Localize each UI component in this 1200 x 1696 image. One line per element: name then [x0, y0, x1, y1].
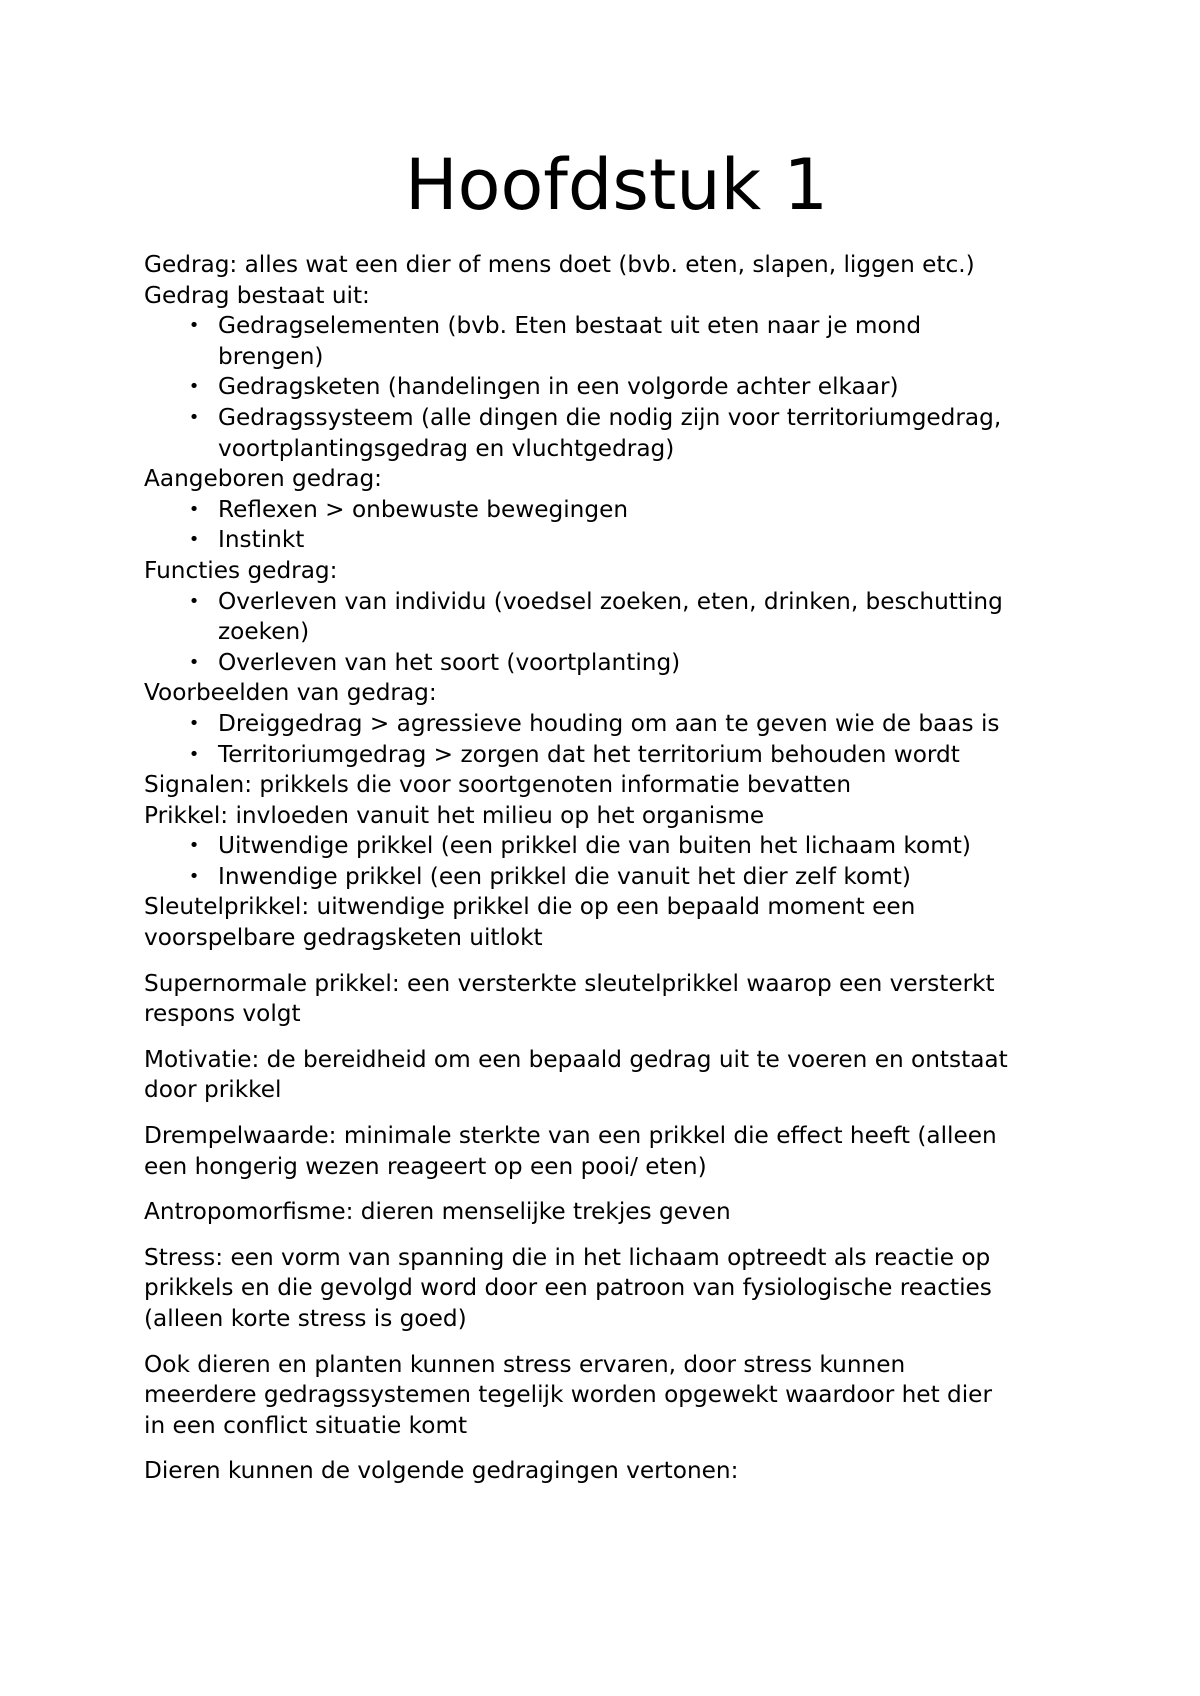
paragraph-line: respons volgt — [144, 1000, 301, 1028]
list-item — [144, 740, 1074, 771]
list-item-text: Reflexen > onbewuste bewegingen — [218, 495, 629, 523]
paragraph-line: Stress: een vorm van spanning die in het lichaam optreedt als reactie op — [144, 1243, 991, 1271]
paragraph-line: in een conflict situatie komt — [144, 1411, 468, 1439]
aangeboren-list — [144, 495, 1074, 556]
aangeboren-heading: Aangeboren gedrag: — [144, 465, 382, 493]
definition-paragraph — [144, 1045, 1074, 1106]
gedrag-bestaat-heading: Gedrag bestaat uit: — [144, 281, 370, 309]
bullet-icon: • — [188, 529, 200, 551]
list-item-text: Gedragssysteem (alle dingen die nodig zijn voor territoriumgedrag, — [218, 403, 1002, 431]
list-item-text: Overleven van het soort (voortplanting) — [218, 648, 681, 676]
list-item — [144, 709, 1074, 740]
definition-paragraph — [144, 1121, 1074, 1182]
list-item-text: Gedragselementen (bvb. Eten bestaat uit eten naar je mond — [218, 312, 922, 340]
bullet-icon: • — [188, 712, 200, 734]
bullet-icon: • — [188, 498, 200, 520]
list-item — [144, 495, 1074, 526]
paragraph-line: Ook dieren en planten kunnen stress ervaren, door stress kunnen — [144, 1350, 906, 1378]
list-item — [144, 372, 1074, 403]
list-item-text: Inwendige prikkel (een prikkel die vanuit het dier zelf komt) — [218, 862, 911, 890]
bullet-icon: • — [188, 835, 200, 857]
paragraph-line: Supernormale prikkel: een versterkte sleutelprikkel waarop een versterkt — [144, 969, 995, 997]
gedrag-definition: Gedrag: alles wat een dier of mens doet (bvb. eten, slapen, liggen etc.) — [144, 251, 975, 278]
list-item — [144, 587, 1074, 648]
definition-paragraph — [144, 1197, 1074, 1228]
paragraph-line: (alleen korte stress is goed) — [144, 1305, 467, 1332]
prikkel-line: Prikkel: invloeden vanuit het milieu op het organisme — [144, 801, 765, 829]
list-item-text: Gedragsketen (handelingen in een volgorde achter elkaar) — [218, 373, 899, 401]
paragraph-line: Motivatie: de bereidheid om een bepaald gedrag uit te voeren en ontstaat — [144, 1045, 1008, 1073]
list-item — [144, 525, 1074, 556]
bullet-icon: • — [188, 590, 200, 612]
definition-paragraph — [144, 1456, 1074, 1487]
bullet-icon: • — [188, 406, 200, 428]
definitions-section — [144, 969, 1074, 1487]
sleutelprikkel-line-2: voorspelbare gedragsketen uitlokt — [144, 924, 543, 952]
paragraph-line: Dieren kunnen de volgende gedragingen vertonen: — [144, 1457, 739, 1485]
list-item — [144, 862, 1074, 893]
signalen-line: Signalen: prikkels die voor soortgenoten informatie bevatten — [144, 771, 852, 799]
sleutelprikkel-paragraph — [144, 892, 1074, 953]
bullet-icon: • — [188, 315, 200, 337]
page-title: Hoofdstuk 1 — [405, 144, 828, 226]
document-body — [144, 250, 1074, 1502]
functies-list — [144, 587, 1074, 679]
paragraph-line: Drempelwaarde: minimale sterkte van een prikkel die effect heeft (alleen — [144, 1122, 997, 1150]
list-item-text: Dreiggedrag > agressieve houding om aan te geven wie de baas is — [218, 709, 1000, 737]
list-item-text: Territoriumgedrag > zorgen dat het territorium behouden wordt — [218, 740, 960, 768]
paragraph-line: een hongerig wezen reageert op een pooi/ eten) — [144, 1152, 707, 1180]
list-item-text: Uitwendige prikkel (een prikkel die van buiten het lichaam komt) — [218, 832, 971, 860]
prikkel-list — [144, 831, 1074, 892]
definition-paragraph — [144, 1243, 1074, 1335]
functies-heading: Functies gedrag: — [144, 556, 338, 584]
bullet-icon: • — [188, 376, 200, 398]
definition-paragraph — [144, 1350, 1074, 1442]
bullet-icon: • — [188, 743, 200, 765]
bullet-icon: • — [188, 651, 200, 673]
voorbeelden-list — [144, 709, 1074, 770]
list-item-text: zoeken) — [218, 618, 310, 646]
paragraph-line: prikkels en die gevolgd word door een patroon van fysiologische reacties — [144, 1274, 992, 1302]
list-item — [144, 648, 1074, 679]
gedrag-list — [144, 311, 1074, 464]
list-item — [144, 831, 1074, 862]
list-item-text: voortplantingsgedrag en vluchtgedrag) — [218, 434, 675, 462]
sleutelprikkel-line-1: Sleutelprikkel: uitwendige prikkel die op een bepaald moment een — [144, 893, 916, 921]
paragraph-line: door prikkel — [144, 1076, 282, 1104]
list-item — [144, 403, 1074, 464]
list-item-text: brengen) — [218, 342, 324, 370]
paragraph-line: meerdere gedragssystemen tegelijk worden opgewekt waardoor het dier — [144, 1381, 992, 1409]
bullet-icon: • — [188, 865, 200, 887]
list-item-text: Overleven van individu (voedsel zoeken, eten, drinken, beschutting — [218, 587, 1003, 615]
list-item — [144, 311, 1074, 372]
list-item-text: Instinkt — [218, 526, 305, 554]
definition-paragraph — [144, 969, 1074, 1030]
voorbeelden-heading: Voorbeelden van gedrag: — [144, 679, 437, 707]
paragraph-line: Antropomorfisme: dieren menselijke trekjes geven — [144, 1198, 731, 1226]
